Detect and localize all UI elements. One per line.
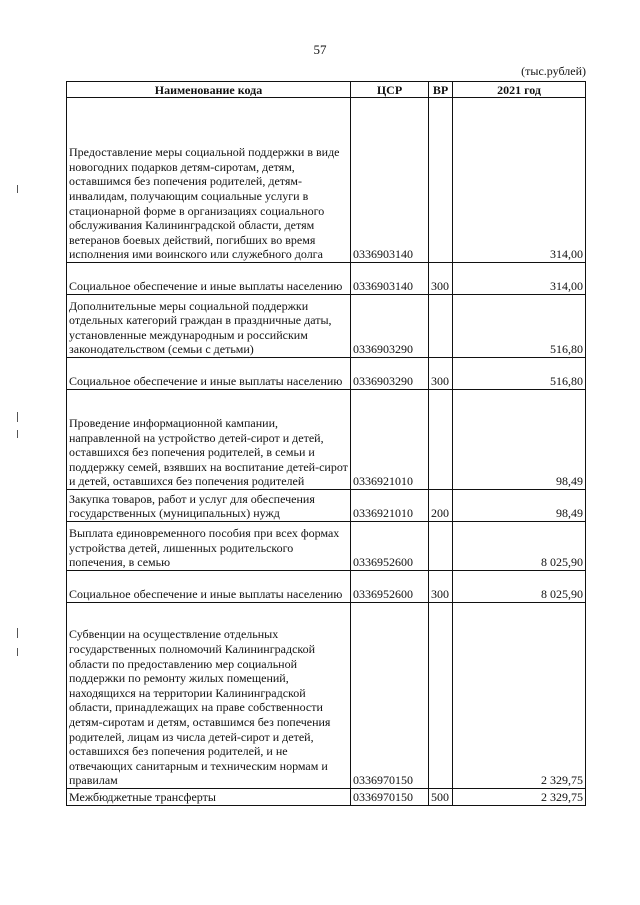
- header-name: Наименование кода: [67, 82, 351, 98]
- row-amount: 314,00: [453, 98, 586, 263]
- table-row: [67, 390, 586, 490]
- table-row: [67, 98, 586, 263]
- scan-mark: [17, 412, 18, 422]
- row-vr: 300: [429, 263, 453, 295]
- row-csr: 0336903140: [351, 98, 429, 263]
- row-csr: 0336903140: [351, 263, 429, 295]
- row-csr: 0336952600: [351, 522, 429, 571]
- row-amount: 2 329,75: [453, 789, 586, 806]
- row-vr: 200: [429, 490, 453, 522]
- row-csr: 0336903290: [351, 295, 429, 358]
- scan-mark: [17, 648, 18, 656]
- row-vr: [429, 603, 453, 789]
- row-name: Межбюджетные трансферты: [67, 789, 351, 806]
- row-name: Социальное обеспечение и иные выплаты населению: [67, 263, 351, 295]
- row-name: Выплата единовременного пособия при всех формах устройства детей, лишенных родительского попечения, в семью: [67, 522, 351, 571]
- row-name: Проведение информационной кампании, направленной на устройство детей-сирот и детей, оставшихся без попечения родителей, в семьи и поддержку семей, взявших на воспитание детей-сирот и детей, оставшихся без попечения родителей: [67, 390, 351, 490]
- table-row: [67, 789, 586, 806]
- row-vr: 300: [429, 571, 453, 603]
- row-name: Дополнительные меры социальной поддержки отдельных категорий граждан в праздничные даты, установленные международным и российским законодательством (семьи с детьми): [67, 295, 351, 358]
- row-amount: 516,80: [453, 358, 586, 390]
- table-header-row: [67, 82, 586, 98]
- row-amount: 314,00: [453, 263, 586, 295]
- row-vr: [429, 522, 453, 571]
- row-vr: 300: [429, 358, 453, 390]
- row-amount: 8 025,90: [453, 571, 586, 603]
- table-row: [67, 603, 586, 789]
- scan-mark: [17, 185, 18, 193]
- row-vr: [429, 390, 453, 490]
- row-amount: 98,49: [453, 390, 586, 490]
- row-csr: 0336921010: [351, 490, 429, 522]
- table-row: [67, 295, 586, 358]
- row-name: Закупка товаров, работ и услуг для обеспечения государственных (муниципальных) нужд: [67, 490, 351, 522]
- row-name: Субвенции на осуществление отдельных государственных полномочий Калининградской области по предоставлению мер социальной поддержки по ремонту жилых помещений, находящихся на территории Калининградской области, принадлежащих на праве собственности детям-сиротам и детям, оставшимся без попечения родителей, лицам из числа детей-сирот и детей, оставшихся без попечения родителей, и не отвечающих санитарным и техническим нормам и правилам: [67, 603, 351, 789]
- header-vr: ВР: [429, 82, 453, 98]
- row-amount: 516,80: [453, 295, 586, 358]
- row-vr: [429, 98, 453, 263]
- row-amount: 98,49: [453, 490, 586, 522]
- row-name: Предоставление меры социальной поддержки в виде новогодних подарков детям-сиротам, детям, оставшимся без попечения родителей, детям-инвалидам, получающим социальные услуги в стационарной форме в организациях социального обслуживания Калининградской области, детям ветеранов боевых действий, погибших во время исполнения ими воинского или служебного долга: [67, 98, 351, 263]
- units-label: (тыс.рублей): [521, 64, 586, 78]
- row-csr: 0336921010: [351, 390, 429, 490]
- row-csr: 0336970150: [351, 603, 429, 789]
- page-number: 57: [313, 42, 327, 57]
- row-csr: 0336970150: [351, 789, 429, 806]
- table-row: [67, 522, 586, 571]
- header-amount: 2021 год: [453, 82, 586, 98]
- header-csr: ЦСР: [351, 82, 429, 98]
- scan-mark: [17, 430, 18, 438]
- row-amount: 2 329,75: [453, 603, 586, 789]
- table-row: [67, 571, 586, 603]
- table-row: [67, 358, 586, 390]
- row-csr: 0336952600: [351, 571, 429, 603]
- table-row: [67, 263, 586, 295]
- table-row: [67, 490, 586, 522]
- row-amount: 8 025,90: [453, 522, 586, 571]
- row-vr: 500: [429, 789, 453, 806]
- row-csr: 0336903290: [351, 358, 429, 390]
- row-name: Социальное обеспечение и иные выплаты населению: [67, 358, 351, 390]
- row-name: Социальное обеспечение и иные выплаты населению: [67, 571, 351, 603]
- budget-table: [66, 81, 586, 806]
- row-vr: [429, 295, 453, 358]
- scan-mark: [17, 628, 18, 638]
